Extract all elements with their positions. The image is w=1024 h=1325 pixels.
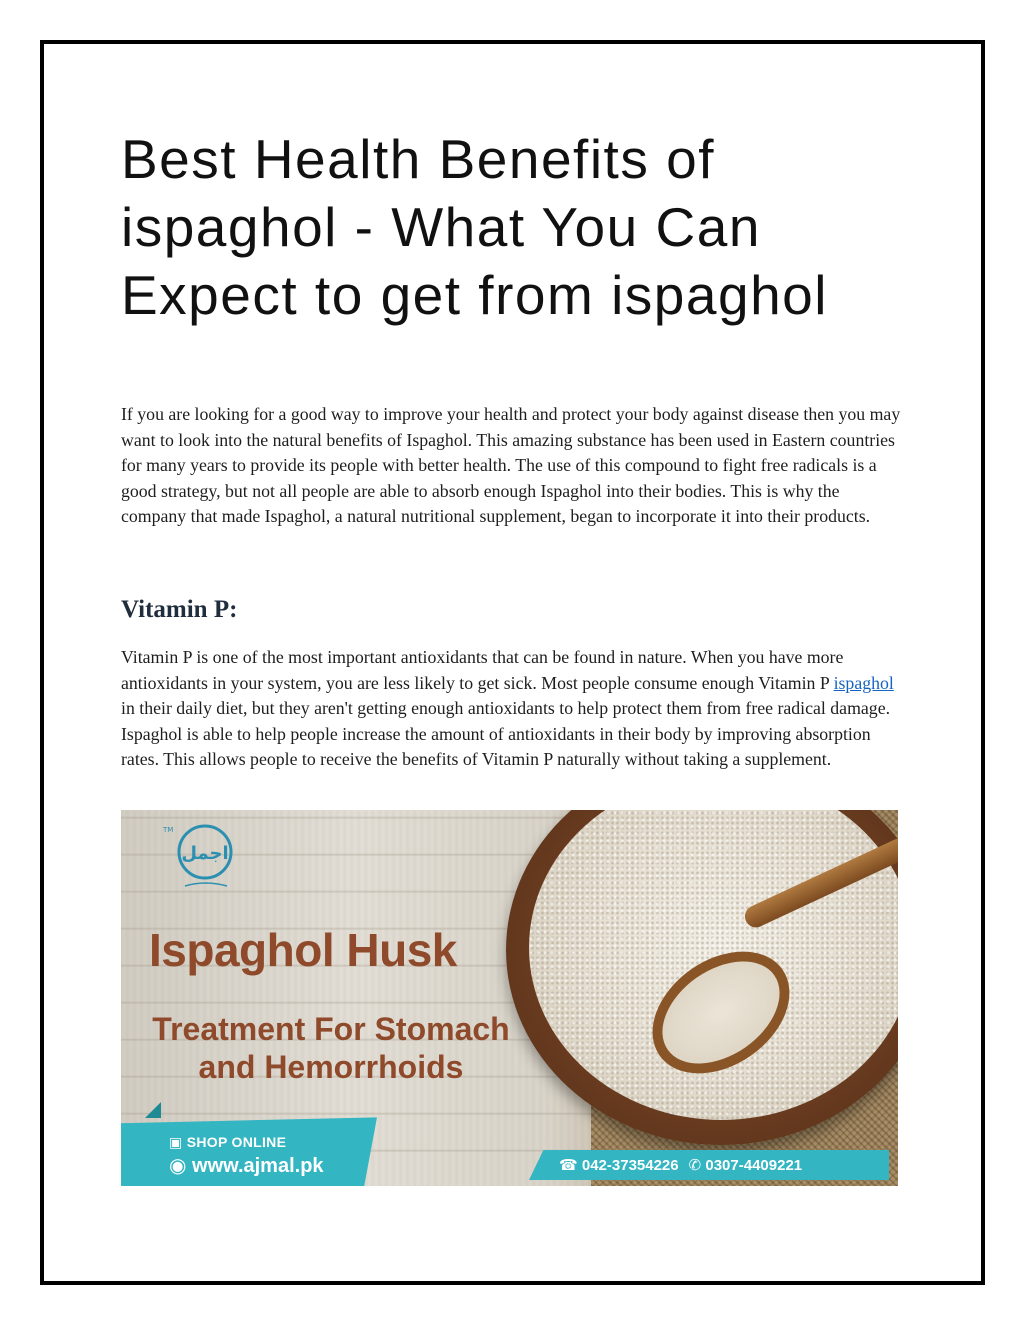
logo-text: اجمل (181, 843, 229, 864)
ajmal-logo-icon (161, 822, 243, 892)
phone-numbers (559, 1156, 802, 1174)
globe-icon: ◉ (169, 1155, 193, 1177)
paragraph-text: in their daily diet, but they aren't getting enough antioxidants to help protect them from free radical damage. Ispaghol is able to help people increase the amount of antioxidants in their body by improving absorption rates. This allows people to receive the benefits of Vitamin P naturally without taking a supplement. (121, 698, 891, 770)
banner-subtitle (121, 1010, 541, 1086)
phone-1: 042-37354226 (581, 1157, 679, 1174)
shop-online-label: ▣ SHOP ONLINE (169, 1134, 287, 1150)
ispaghol-banner-image (121, 810, 898, 1186)
phone-2: 0307-4409221 (705, 1157, 803, 1174)
section-heading-vitamin-p: Vitamin P: (121, 596, 238, 623)
banner-title: Ispaghol Husk (149, 924, 457, 976)
banner-subtitle-line2: and Hemorrhoids (198, 1049, 464, 1085)
vitamin-p-paragraph (121, 645, 907, 773)
banner-subtitle-line1: Treatment For Stomach (152, 1011, 510, 1047)
telephone-icon: ☎ (559, 1157, 578, 1174)
document-title: Best Health Benefits of ispaghol - What You Can Expect to get from ispaghol (121, 128, 828, 326)
ispaghol-link[interactable]: ispaghol (833, 672, 894, 693)
logo-tm: TM (163, 826, 174, 834)
shop-icon: ▣ (169, 1134, 187, 1150)
website-label: ◉ www.ajmal.pk (169, 1155, 324, 1177)
ribbon-fold (145, 1102, 161, 1118)
paragraph-text: Vitamin P is one of the most important antioxidants that can be found in nature. When you have more antioxidants in your system, you are less likely to get sick. Most people consume enough Vitamin P (121, 647, 844, 693)
intro-paragraph: If you are looking for a good way to improve your health and protect your body against disease then you may want to look into the natural benefits of Ispaghol. This amazing substance has been used in Eastern countries for many years to provide its people with better health. The use of this compound to fight free radicals is a good strategy, but not all people are able to absorb enough Ispaghol into their bodies. This is why the company that made Ispaghol, a natural nutritional supplement, began to incorporate it into their products. (121, 404, 901, 527)
mobile-phone-icon: ✆ (688, 1157, 702, 1174)
